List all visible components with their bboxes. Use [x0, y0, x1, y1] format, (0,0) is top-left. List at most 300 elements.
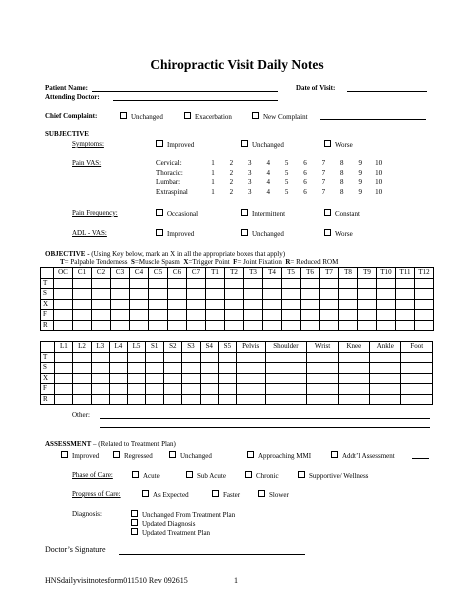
- table-cell[interactable]: [149, 320, 168, 331]
- table-cell[interactable]: [182, 363, 200, 374]
- pain-vas-score[interactable]: 6: [303, 178, 307, 186]
- table-cell[interactable]: [339, 278, 358, 289]
- checkbox[interactable]: [324, 229, 331, 236]
- table-cell[interactable]: [301, 289, 320, 300]
- table-cell[interactable]: [244, 289, 263, 300]
- table-cell[interactable]: [200, 363, 218, 374]
- pain-vas-score[interactable]: 1: [211, 178, 215, 186]
- table-cell[interactable]: [168, 310, 187, 321]
- table-cell[interactable]: [206, 310, 225, 321]
- table-cell[interactable]: [377, 278, 396, 289]
- table-cell[interactable]: [73, 363, 91, 374]
- pain-vas-score[interactable]: 5: [284, 168, 289, 177]
- table-cell[interactable]: [54, 320, 73, 331]
- pain-vas-score[interactable]: 4: [266, 159, 270, 167]
- table-cell[interactable]: [55, 363, 73, 374]
- pain-vas-score[interactable]: 1: [211, 159, 215, 167]
- table-cell[interactable]: [282, 299, 301, 310]
- table-cell[interactable]: [130, 320, 149, 331]
- table-cell[interactable]: [415, 310, 434, 321]
- table-cell[interactable]: [149, 299, 168, 310]
- checkbox[interactable]: [324, 140, 331, 147]
- table-cell[interactable]: [358, 299, 377, 310]
- table-cell[interactable]: [358, 289, 377, 300]
- table-row-label: X: [41, 373, 55, 384]
- table-cell[interactable]: [109, 363, 127, 374]
- table-cell[interactable]: [54, 299, 73, 310]
- table-row: [41, 320, 434, 331]
- table-cell[interactable]: [396, 299, 415, 310]
- table-header-cell: L2: [73, 342, 91, 353]
- table-cell[interactable]: [73, 373, 91, 384]
- other-field-line-1[interactable]: [100, 418, 430, 419]
- assessment-addtl[interactable]: Addt’l Assessment: [331, 451, 395, 461]
- pain-vas-score[interactable]: 6: [303, 159, 307, 167]
- table-cell[interactable]: [218, 363, 236, 374]
- table-cell[interactable]: [377, 289, 396, 300]
- table-cell[interactable]: [236, 384, 265, 395]
- table-cell[interactable]: [307, 352, 338, 363]
- table-cell[interactable]: [244, 320, 263, 331]
- pain-vas-score[interactable]: 10: [375, 178, 383, 186]
- pain-frequency-occasional[interactable]: Occasional: [156, 209, 198, 219]
- table-cell[interactable]: [55, 352, 73, 363]
- table-cell[interactable]: [301, 310, 320, 321]
- table-cell[interactable]: [339, 310, 358, 321]
- checkbox[interactable]: [212, 490, 219, 497]
- pain-vas-score[interactable]: 8: [340, 178, 344, 186]
- pain-vas-score[interactable]: 7: [321, 159, 326, 167]
- table-cell[interactable]: [358, 278, 377, 289]
- table-cell[interactable]: [370, 384, 401, 395]
- checkbox[interactable]: [131, 519, 138, 526]
- table-cell[interactable]: [164, 363, 182, 374]
- table-cell[interactable]: [168, 299, 187, 310]
- table-cell[interactable]: [111, 320, 130, 331]
- table-cell[interactable]: [73, 394, 91, 405]
- table-cell[interactable]: [339, 299, 358, 310]
- table-cell[interactable]: [225, 289, 244, 300]
- table-cell[interactable]: [265, 373, 307, 384]
- table-cell[interactable]: [370, 373, 401, 384]
- table-cell[interactable]: [218, 352, 236, 363]
- pain-vas-score[interactable]: 5: [284, 178, 289, 186]
- table-cell[interactable]: [146, 373, 164, 384]
- table-cell[interactable]: [111, 278, 130, 289]
- adl-vas-worse[interactable]: Worse: [324, 229, 353, 239]
- table-cell[interactable]: [164, 373, 182, 384]
- table-cell[interactable]: [307, 373, 338, 384]
- table-cell[interactable]: [370, 352, 401, 363]
- table-cell[interactable]: [236, 352, 265, 363]
- phase-sub-acute[interactable]: Sub Acute: [186, 471, 226, 481]
- checkbox[interactable]: [241, 209, 248, 216]
- pain-vas-score[interactable]: 3: [248, 187, 252, 196]
- table-cell[interactable]: [415, 299, 434, 310]
- checkbox[interactable]: [241, 229, 248, 236]
- table-cell[interactable]: [265, 363, 307, 374]
- table-cell[interactable]: [401, 363, 433, 374]
- table-cell[interactable]: [182, 394, 200, 405]
- pain-vas-score[interactable]: 3: [248, 159, 252, 167]
- table-cell[interactable]: [218, 373, 236, 384]
- table-cell[interactable]: [206, 289, 225, 300]
- table-cell[interactable]: [339, 320, 358, 331]
- pain-vas-row-label: Lumbar:: [156, 178, 181, 186]
- progress-as-expected[interactable]: As Expected: [142, 490, 189, 500]
- table-cell[interactable]: [282, 310, 301, 321]
- table-cell[interactable]: [338, 384, 369, 395]
- table-cell[interactable]: [320, 278, 339, 289]
- table-cell[interactable]: [282, 278, 301, 289]
- table-cell[interactable]: [127, 373, 145, 384]
- table-cell[interactable]: [265, 352, 307, 363]
- table-cell[interactable]: [91, 363, 109, 374]
- table-cell[interactable]: [182, 384, 200, 395]
- pain-frequency-intermittent[interactable]: Intermittent: [241, 209, 285, 219]
- pain-vas-score[interactable]: 2: [229, 178, 234, 186]
- table-cell[interactable]: [168, 278, 187, 289]
- checkbox[interactable]: [331, 451, 338, 458]
- chief-complaint-new[interactable]: New Complaint: [252, 112, 308, 122]
- table-cell[interactable]: [109, 373, 127, 384]
- pain-vas-score[interactable]: 5: [284, 187, 289, 196]
- checkbox[interactable]: [156, 229, 163, 236]
- table-cell[interactable]: [187, 320, 206, 331]
- table-cell[interactable]: [200, 373, 218, 384]
- phase-supportive-wellness[interactable]: Supportive/ Wellness: [298, 471, 368, 481]
- table-cell[interactable]: [307, 384, 338, 395]
- table-cell[interactable]: [127, 352, 145, 363]
- pain-frequency-constant[interactable]: Constant: [324, 209, 360, 219]
- table-cell[interactable]: [109, 352, 127, 363]
- table-cell[interactable]: [307, 363, 338, 374]
- table-header-cell: T1: [206, 268, 225, 279]
- table-cell[interactable]: [358, 320, 377, 331]
- table-cell[interactable]: [127, 384, 145, 395]
- table-cell[interactable]: [92, 278, 111, 289]
- table-cell[interactable]: [200, 352, 218, 363]
- table-header-cell: C2: [92, 268, 111, 279]
- table-cell[interactable]: [218, 384, 236, 395]
- table-cell[interactable]: [338, 363, 369, 374]
- table-cell[interactable]: [55, 373, 73, 384]
- pain-vas-score[interactable]: 8: [340, 168, 344, 177]
- pain-vas-score[interactable]: 10: [375, 159, 383, 167]
- table-row-label: R: [41, 320, 54, 331]
- pain-vas-score[interactable]: 4: [266, 178, 270, 186]
- pain-vas-score[interactable]: 4: [266, 187, 270, 196]
- table-cell[interactable]: [54, 278, 73, 289]
- pain-vas-score[interactable]: 2: [229, 159, 234, 167]
- progress-slower[interactable]: Slower: [258, 490, 289, 500]
- table-cell[interactable]: [377, 310, 396, 321]
- table-cell[interactable]: [55, 394, 73, 405]
- table-cell[interactable]: [320, 299, 339, 310]
- table-cell[interactable]: [301, 320, 320, 331]
- table-cell[interactable]: [182, 352, 200, 363]
- table-cell[interactable]: [301, 299, 320, 310]
- table-cell[interactable]: [200, 384, 218, 395]
- table-cell[interactable]: [109, 384, 127, 395]
- table-cell[interactable]: [396, 278, 415, 289]
- table-cell[interactable]: [236, 394, 265, 405]
- table-cell[interactable]: [168, 289, 187, 300]
- pain-vas-score[interactable]: 10: [375, 187, 383, 196]
- checkbox[interactable]: [186, 471, 193, 478]
- table-cell[interactable]: [91, 352, 109, 363]
- symptoms-improved[interactable]: Improved: [156, 140, 194, 150]
- diagnosis-updated-treatment-plan[interactable]: Updated Treatment Plan: [131, 528, 210, 538]
- table-cell[interactable]: [73, 320, 92, 331]
- table-cell[interactable]: [301, 278, 320, 289]
- table-header-cell: Pelvis: [236, 342, 265, 353]
- progress-faster[interactable]: Faster: [212, 490, 240, 500]
- pain-vas-row: [156, 188, 386, 197]
- table-cell[interactable]: [265, 394, 307, 405]
- adl-vas-improved[interactable]: Improved: [156, 229, 194, 239]
- table-cell[interactable]: [127, 363, 145, 374]
- table-header-cell: S4: [200, 342, 218, 353]
- checkbox[interactable]: [169, 451, 176, 458]
- checkbox[interactable]: [324, 209, 331, 216]
- table-cell[interactable]: [187, 278, 206, 289]
- table-cell[interactable]: [338, 352, 369, 363]
- table-cell[interactable]: [109, 394, 127, 405]
- table-cell[interactable]: [149, 278, 168, 289]
- table-cell[interactable]: [92, 310, 111, 321]
- pain-vas-score[interactable]: 2: [229, 168, 234, 177]
- checkbox[interactable]: [247, 451, 254, 458]
- table-cell[interactable]: [149, 310, 168, 321]
- table-cell[interactable]: [263, 289, 282, 300]
- table-cell[interactable]: [263, 320, 282, 331]
- table-cell[interactable]: [182, 373, 200, 384]
- table-cell[interactable]: [282, 320, 301, 331]
- other-field-line-2[interactable]: [100, 427, 430, 428]
- chief-complaint-unchanged[interactable]: Unchanged: [120, 112, 163, 122]
- table-cell[interactable]: [263, 278, 282, 289]
- table-cell[interactable]: [73, 278, 92, 289]
- table-cell[interactable]: [358, 310, 377, 321]
- table-cell[interactable]: [73, 299, 92, 310]
- table-row-label: S: [41, 363, 55, 374]
- table-cell[interactable]: [168, 320, 187, 331]
- table-cell[interactable]: [263, 310, 282, 321]
- checkbox[interactable]: [142, 490, 149, 497]
- pain-vas-row-label: Extraspinal: [156, 187, 188, 196]
- attending-doctor-field[interactable]: [113, 100, 278, 101]
- date-of-visit-field[interactable]: [347, 91, 427, 92]
- checkbox[interactable]: [132, 471, 139, 478]
- checkbox[interactable]: [252, 112, 259, 119]
- phase-acute[interactable]: Acute: [132, 471, 160, 481]
- table-cell[interactable]: [92, 289, 111, 300]
- table-cell[interactable]: [338, 394, 369, 405]
- table-cell[interactable]: [396, 289, 415, 300]
- table-cell[interactable]: [130, 310, 149, 321]
- table-cell[interactable]: [149, 289, 168, 300]
- pain-vas-score[interactable]: 3: [248, 178, 252, 186]
- table-cell[interactable]: [244, 278, 263, 289]
- table-cell[interactable]: [206, 278, 225, 289]
- checkbox[interactable]: [245, 471, 252, 478]
- table-cell[interactable]: [111, 289, 130, 300]
- checkbox[interactable]: [113, 451, 120, 458]
- pain-vas-score[interactable]: 6: [303, 187, 307, 196]
- page-number: 1: [234, 576, 238, 585]
- table-cell[interactable]: [218, 394, 236, 405]
- assessment-addtl-field[interactable]: [412, 458, 429, 459]
- pain-vas-score[interactable]: 8: [340, 159, 344, 167]
- table-cell[interactable]: [92, 320, 111, 331]
- table-cell[interactable]: [164, 394, 182, 405]
- table-cell[interactable]: [244, 310, 263, 321]
- table-cell[interactable]: [111, 310, 130, 321]
- checkbox[interactable]: [156, 140, 163, 147]
- table-cell[interactable]: [370, 363, 401, 374]
- pain-vas-score[interactable]: 10: [375, 168, 383, 177]
- checkbox[interactable]: [120, 112, 127, 119]
- table-cell[interactable]: [320, 289, 339, 300]
- table-cell[interactable]: [55, 384, 73, 395]
- signature-field[interactable]: [119, 554, 305, 555]
- table-cell[interactable]: [377, 320, 396, 331]
- table-cell[interactable]: [92, 299, 111, 310]
- table-cell[interactable]: [236, 373, 265, 384]
- table-cell[interactable]: [130, 299, 149, 310]
- table-cell[interactable]: [263, 299, 282, 310]
- table-cell[interactable]: [377, 299, 396, 310]
- pain-vas-score[interactable]: 7: [321, 168, 326, 177]
- table-cell[interactable]: [225, 299, 244, 310]
- table-cell[interactable]: [91, 373, 109, 384]
- pain-vas-score[interactable]: 7: [321, 187, 326, 196]
- chief-complaint-field[interactable]: [320, 119, 426, 120]
- table-cell[interactable]: [206, 299, 225, 310]
- table-cell[interactable]: [225, 320, 244, 331]
- table-cell[interactable]: [200, 394, 218, 405]
- chief-complaint-exacerbation[interactable]: Exacerbation: [184, 112, 232, 122]
- assessment-regressed[interactable]: Regressed: [113, 451, 153, 461]
- assessment-approaching-mmi[interactable]: Approaching MMI: [247, 451, 311, 461]
- table-cell[interactable]: [206, 320, 225, 331]
- diagnosis-updated-diagnosis[interactable]: Updated Diagnosis: [131, 519, 195, 529]
- table-cell[interactable]: [146, 384, 164, 395]
- table-cell[interactable]: [73, 310, 92, 321]
- table-cell[interactable]: [401, 394, 433, 405]
- assessment-improved[interactable]: Improved: [61, 451, 99, 461]
- table-cell[interactable]: [91, 384, 109, 395]
- pain-vas-score[interactable]: 1: [211, 168, 215, 177]
- pain-vas-score[interactable]: 3: [248, 168, 252, 177]
- pain-vas-score[interactable]: 6: [303, 168, 307, 177]
- assessment-unchanged[interactable]: Unchanged: [169, 451, 212, 461]
- table-cell[interactable]: [396, 320, 415, 331]
- pain-vas-score[interactable]: 8: [340, 187, 344, 196]
- table-cell[interactable]: [73, 384, 91, 395]
- pain-vas-score[interactable]: 1: [211, 187, 215, 196]
- table-cell[interactable]: [415, 278, 434, 289]
- table-row: [41, 278, 434, 289]
- table-cell[interactable]: [338, 373, 369, 384]
- table-cell[interactable]: [236, 363, 265, 374]
- pain-vas-score[interactable]: 2: [229, 187, 234, 196]
- table-header-cell: S5: [218, 342, 236, 353]
- table-cell[interactable]: [127, 394, 145, 405]
- table-cell[interactable]: [54, 289, 73, 300]
- symptoms-worse[interactable]: Worse: [324, 140, 353, 150]
- table-cell[interactable]: [401, 384, 433, 395]
- checkbox[interactable]: [131, 528, 138, 535]
- pain-vas-score[interactable]: 9: [358, 159, 362, 167]
- symptoms-unchanged[interactable]: Unchanged: [241, 140, 284, 150]
- pain-vas-score[interactable]: 4: [266, 168, 270, 177]
- table-cell[interactable]: [164, 384, 182, 395]
- pain-vas-score[interactable]: 9: [358, 187, 362, 196]
- table-cell[interactable]: [187, 289, 206, 300]
- table-cell[interactable]: [146, 394, 164, 405]
- checkbox[interactable]: [156, 209, 163, 216]
- checkbox[interactable]: [131, 510, 138, 517]
- pain-vas-score[interactable]: 9: [358, 168, 362, 177]
- table-cell[interactable]: [401, 373, 433, 384]
- table-cell[interactable]: [415, 289, 434, 300]
- table-cell[interactable]: [130, 289, 149, 300]
- table-cell[interactable]: [164, 352, 182, 363]
- table-cell[interactable]: [187, 310, 206, 321]
- table-cell[interactable]: [244, 299, 263, 310]
- table-cell[interactable]: [320, 310, 339, 321]
- table-cell[interactable]: [225, 278, 244, 289]
- table-cell[interactable]: [130, 278, 149, 289]
- table-cell[interactable]: [73, 289, 92, 300]
- table-cell[interactable]: [415, 320, 434, 331]
- pain-vas-score[interactable]: 9: [358, 178, 362, 186]
- phase-chronic[interactable]: Chronic: [245, 471, 279, 481]
- table-cell[interactable]: [307, 394, 338, 405]
- table-header-cell: C5: [149, 268, 168, 279]
- checkbox[interactable]: [241, 140, 248, 147]
- table-cell[interactable]: [54, 310, 73, 321]
- table-cell[interactable]: [146, 352, 164, 363]
- checkbox[interactable]: [258, 490, 265, 497]
- table-cell[interactable]: [401, 352, 433, 363]
- pain-frequency-label: Pain Frequency:: [72, 209, 118, 217]
- checkbox[interactable]: [298, 471, 305, 478]
- table-cell[interactable]: [320, 320, 339, 331]
- table-cell[interactable]: [91, 394, 109, 405]
- adl-vas-unchanged[interactable]: Unchanged: [241, 229, 284, 239]
- table-cell[interactable]: [396, 310, 415, 321]
- pain-vas-score[interactable]: 5: [284, 159, 289, 167]
- table-row-label: T: [41, 352, 55, 363]
- table-cell[interactable]: [282, 289, 301, 300]
- table-cell[interactable]: [339, 289, 358, 300]
- table-cell[interactable]: [187, 299, 206, 310]
- table-cell[interactable]: [225, 310, 244, 321]
- table-cell[interactable]: [265, 384, 307, 395]
- diagnosis-unchanged[interactable]: Unchanged From Treatment Plan: [131, 510, 235, 520]
- patient-name-field[interactable]: [92, 91, 278, 92]
- table-cell[interactable]: [370, 394, 401, 405]
- checkbox[interactable]: [184, 112, 191, 119]
- table-cell[interactable]: [73, 352, 91, 363]
- table-cell[interactable]: [146, 363, 164, 374]
- checkbox[interactable]: [61, 451, 68, 458]
- table-cell[interactable]: [111, 299, 130, 310]
- pain-vas-score[interactable]: 7: [321, 178, 326, 186]
